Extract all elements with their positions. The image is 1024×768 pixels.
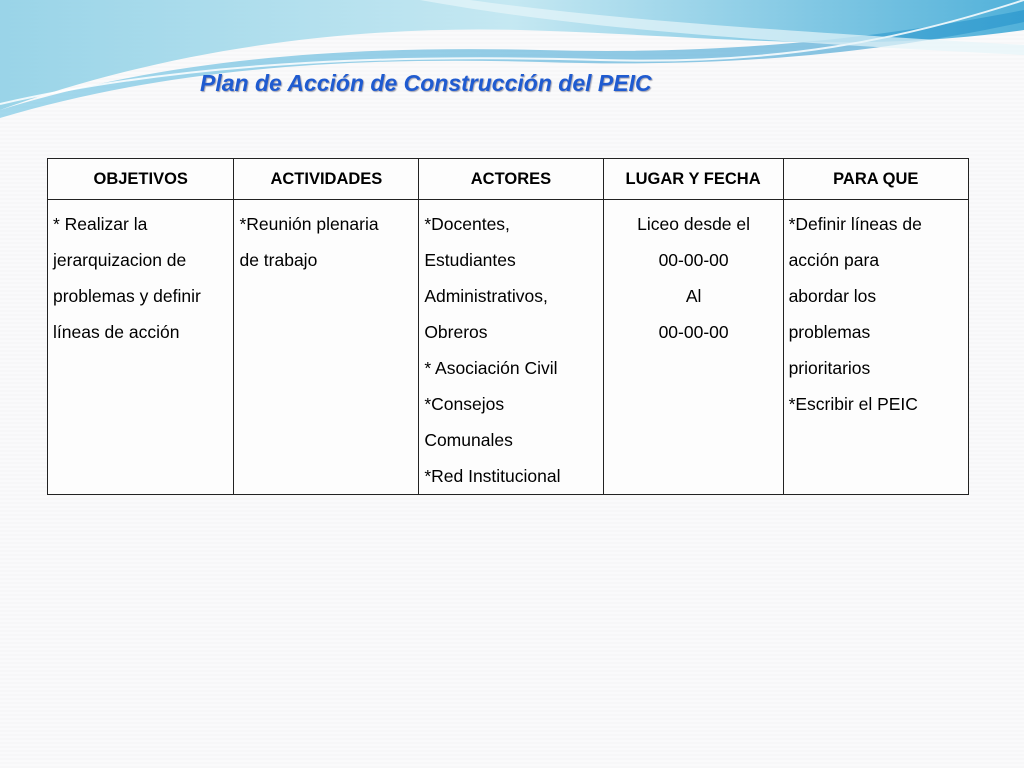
header-actores: ACTORES — [419, 159, 603, 200]
action-plan-table — [47, 158, 969, 495]
cell-line: *Red Institucional — [424, 466, 561, 486]
cell-line: *Reunión plenaria — [239, 214, 379, 234]
cell-line: * Asociación Civil — [424, 358, 558, 378]
cell-line: Liceo desde el — [637, 214, 751, 234]
cell-para-que — [783, 200, 968, 495]
cell-line: *Definir líneas de — [788, 214, 922, 234]
cell-line: jerarquizacion de — [53, 250, 187, 270]
header-lugar-y-fecha: LUGAR Y FECHA — [603, 159, 783, 200]
cell-actividades — [234, 200, 419, 495]
cell-line: prioritarios — [788, 358, 871, 378]
cell-line: *Docentes, — [424, 214, 510, 234]
slide-title: Plan de Acción de Construcción del PEIC — [200, 70, 652, 96]
cell-line: 00-00-00 — [658, 322, 729, 342]
cell-line: Administrativos, — [424, 286, 548, 306]
header-swoosh-decoration — [0, 0, 1024, 130]
cell-objetivos — [48, 200, 234, 495]
cell-line: de trabajo — [239, 250, 318, 270]
cell-line: Comunales — [424, 430, 513, 450]
cell-actores — [419, 200, 603, 495]
header-para-que: PARA QUE — [783, 159, 968, 200]
cell-line: abordar los — [788, 286, 877, 306]
cell-line: acción para — [788, 250, 880, 270]
table-row — [48, 200, 969, 495]
table-header-row — [48, 159, 969, 200]
cell-line: 00-00-00 — [658, 250, 729, 270]
cell-line: * Realizar la — [53, 214, 148, 234]
header-objetivos: OBJETIVOS — [48, 159, 234, 200]
cell-line: Obreros — [424, 322, 488, 342]
cell-line: Al — [685, 286, 702, 306]
cell-line: problemas y definir — [53, 286, 201, 306]
cell-line: problemas — [788, 322, 871, 342]
cell-lugar-y-fecha — [603, 200, 783, 495]
cell-line: *Consejos — [424, 394, 505, 414]
cell-line: Estudiantes — [424, 250, 516, 270]
cell-line: líneas de acción — [53, 322, 180, 342]
header-actividades: ACTIVIDADES — [234, 159, 419, 200]
cell-line: *Escribir el PEIC — [788, 394, 918, 414]
